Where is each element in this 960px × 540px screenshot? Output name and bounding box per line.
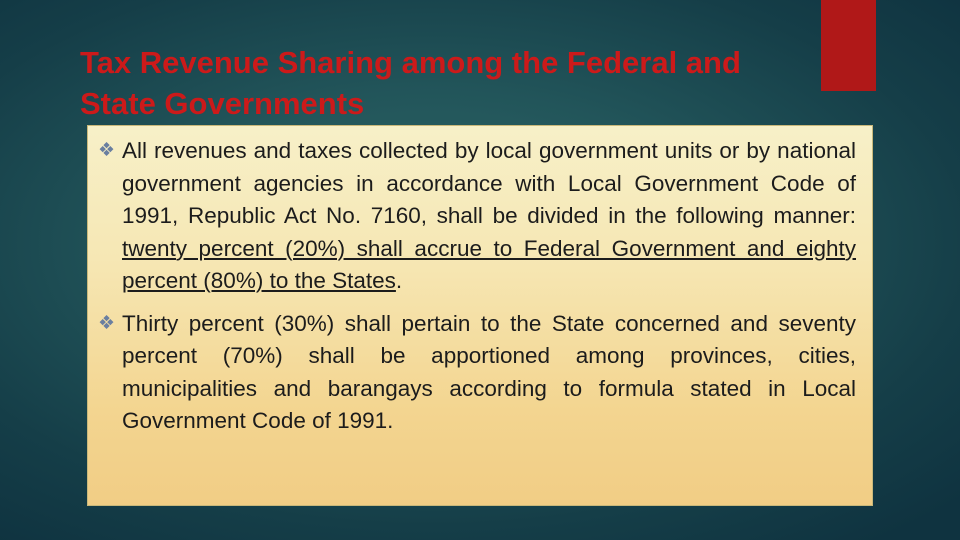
bullet-text bbox=[122, 135, 856, 298]
bullet-text bbox=[122, 308, 856, 438]
bullet-text-end: . bbox=[395, 268, 403, 293]
slide-title: Tax Revenue Sharing among the Federal and State Governments bbox=[80, 45, 741, 121]
bullet-text-plain: All revenues and taxes collected by local government units or by national government agencies in accordance with Local Government Code of 1991, Republic Act No. 7160, shall be divided in the following manner: bbox=[122, 138, 856, 228]
diamond-bullet-icon: ❖ bbox=[98, 140, 116, 161]
bullet-text-plain: Thirty percent (30%) shall pertain to the State concerned and seventy percent (70%) shall be apportioned among provinces, cities, municipalities and barangays according to formula stated in Local Government Code of 1991. bbox=[122, 310, 856, 433]
diamond-bullet-icon: ❖ bbox=[98, 312, 116, 334]
content-box bbox=[87, 125, 873, 506]
bullet-item-1 bbox=[98, 135, 856, 298]
accent-bar bbox=[821, 0, 876, 91]
bullet-item-2 bbox=[98, 308, 856, 438]
bullet-text-underlined: twenty percent (20%) shall accrue to Federal Government and eighty percent (80%) to the States bbox=[122, 235, 856, 293]
